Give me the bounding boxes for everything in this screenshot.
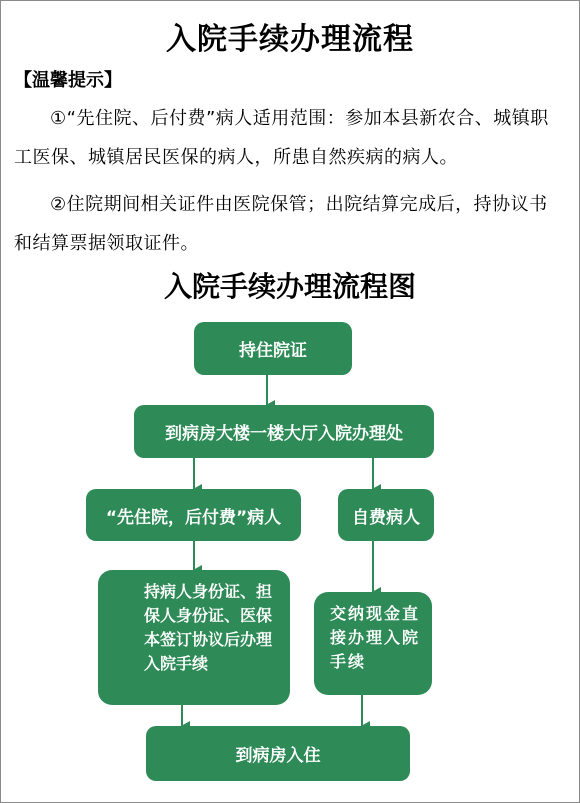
tip-paragraph-2: ②住院期间相关证件由医院保管；出院结算完成后，持协议书和结算票据领取证件。 [14,194,548,254]
flow-node-insured: “先住院，后付费”病人 [86,489,301,541]
flow-node-selfpay-step: 交纳现金直接办理入院手续 [314,592,432,695]
tip-paragraph-1: ①“先住院、后付费”病人适用范围：参加本县新农合、城镇职工医保、城镇居民医保的病人，所患自然疾病的病人。 [14,108,549,168]
flow-node-selfpay: 自费病人 [338,489,434,541]
flow-node-hall: 到病房大楼一楼大厅入院办理处 [134,405,434,458]
flow-node-end: 到病房入住 [146,726,410,781]
flowchart-title: 入院手续办理流程图 [163,270,416,303]
flow-node-insured-step: 持病人身份证、担保人身份证、医保本签订协议后办理入院手续 [98,570,290,705]
tips-header: 【温馨提示】 [14,70,122,91]
page-title: 入院手续办理流程 [166,22,414,57]
flow-node-start: 持住院证 [194,322,352,375]
